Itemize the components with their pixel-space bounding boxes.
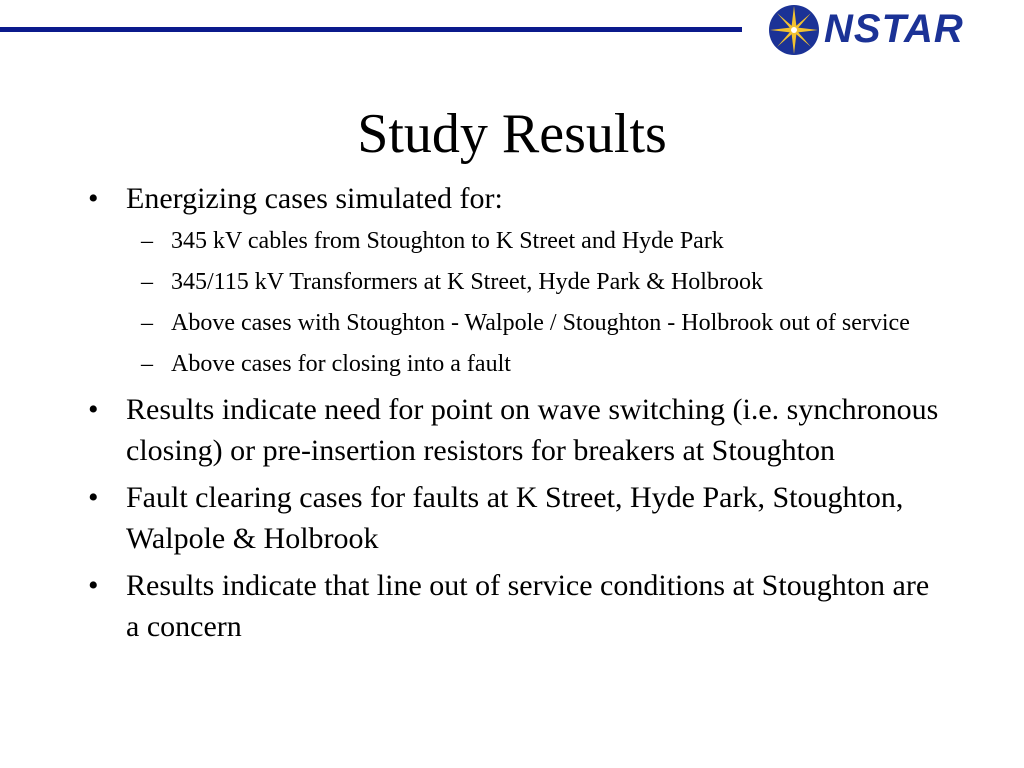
bullet-marker: • [88, 481, 99, 514]
sub-bullet-text: Above cases with Stoughton - Walpole / Stoughton - Holbrook out of service [171, 310, 910, 336]
sub-bullet-text: 345/115 kV Transformers at K Street, Hyde Park & Holbrook [171, 269, 763, 295]
bullet-text: Fault clearing cases for faults at K Street, Hyde Park, Stoughton, Walpole & Holbrook [126, 481, 904, 555]
bullet-item [88, 477, 948, 559]
bullet-item [88, 389, 948, 471]
bullet-item [88, 178, 948, 219]
bullet-marker: • [88, 393, 99, 426]
dash-marker: – [141, 228, 153, 254]
sub-bullet-text: 345 kV cables from Stoughton to K Street and Hyde Park [171, 228, 724, 254]
bullet-list [88, 178, 948, 653]
dash-marker: – [141, 351, 153, 377]
sub-bullet-list [88, 225, 948, 381]
dash-marker: – [141, 269, 153, 295]
sub-bullet-item [88, 225, 948, 258]
sub-bullet-item [88, 266, 948, 299]
logo-wordmark: NSTAR [824, 7, 964, 51]
bullet-text: Results indicate that line out of service conditions at Stoughton are a concern [126, 569, 930, 643]
bullet-marker: • [88, 569, 99, 602]
sub-bullet-text: Above cases for closing into a fault [171, 351, 511, 377]
bullet-item [88, 565, 948, 647]
bullet-text: Results indicate need for point on wave switching (i.e. synchronous closing) or pre-insertion resistors for breakers at Stoughton [126, 393, 939, 467]
nstar-logo [766, 2, 1016, 58]
bullet-text: Energizing cases simulated for: [126, 182, 503, 215]
dash-marker: – [141, 310, 153, 336]
sub-bullet-item [88, 348, 948, 381]
slide-title: Study Results [357, 103, 667, 165]
header-rule [0, 27, 742, 32]
bullet-marker: • [88, 182, 99, 215]
star-burst-icon [766, 2, 822, 58]
sub-bullet-item [88, 307, 948, 340]
